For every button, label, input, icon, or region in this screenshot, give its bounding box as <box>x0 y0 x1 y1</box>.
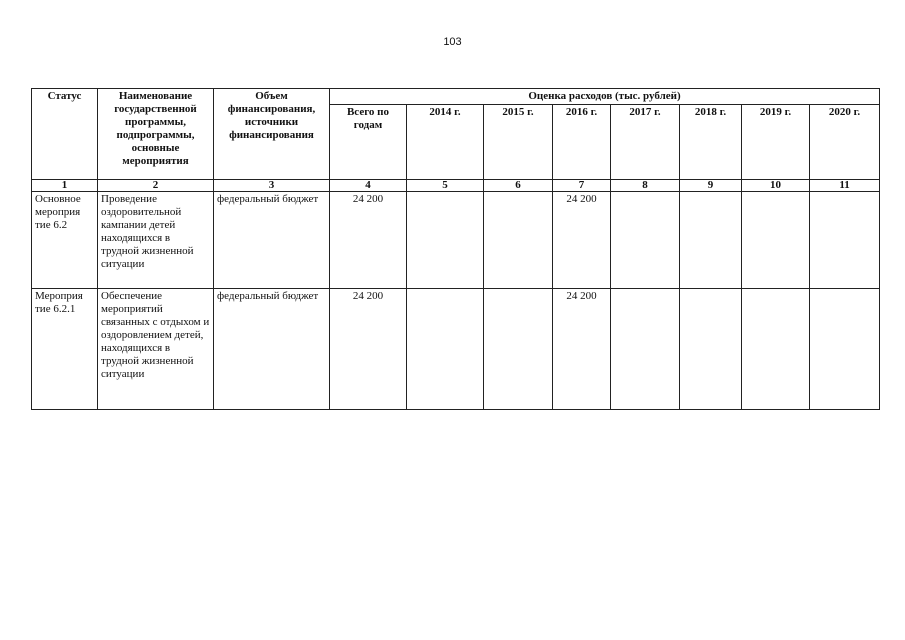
header-year-2016: 2016 г. <box>553 105 611 180</box>
row-value-2019 <box>742 289 810 410</box>
row-value-2017 <box>611 192 680 289</box>
column-number: 3 <box>214 180 330 192</box>
header-volume: Объем финансирования, источники финансирования <box>214 89 330 180</box>
column-number: 10 <box>742 180 810 192</box>
row-value-2017 <box>611 289 680 410</box>
row-value-2020 <box>810 192 880 289</box>
row-status: Основное мероприя тие 6.2 <box>32 192 98 289</box>
table-row <box>32 289 880 410</box>
header-year-2019: 2019 г. <box>742 105 810 180</box>
column-number: 11 <box>810 180 880 192</box>
column-number: 5 <box>407 180 484 192</box>
row-value-total: 24 200 <box>330 289 407 410</box>
header-year-2015: 2015 г. <box>484 105 553 180</box>
budget-table <box>31 88 880 410</box>
header-year-2020: 2020 г. <box>810 105 880 180</box>
row-value-total: 24 200 <box>330 192 407 289</box>
row-source: федеральный бюджет <box>214 289 330 410</box>
row-value-2020 <box>810 289 880 410</box>
column-number: 1 <box>32 180 98 192</box>
row-status: Мероприя тие 6.2.1 <box>32 289 98 410</box>
column-number: 6 <box>484 180 553 192</box>
row-value-2015 <box>484 192 553 289</box>
header-year-2018: 2018 г. <box>680 105 742 180</box>
column-numbers-row <box>32 180 880 192</box>
column-number: 7 <box>553 180 611 192</box>
column-number: 9 <box>680 180 742 192</box>
column-number: 8 <box>611 180 680 192</box>
header-year-2014: 2014 г. <box>407 105 484 180</box>
row-value-2016: 24 200 <box>553 192 611 289</box>
row-value-2014 <box>407 289 484 410</box>
row-value-2018 <box>680 192 742 289</box>
page-number: 103 <box>443 36 462 48</box>
row-value-2019 <box>742 192 810 289</box>
header-year-2017: 2017 г. <box>611 105 680 180</box>
row-value-2018 <box>680 289 742 410</box>
row-value-2015 <box>484 289 553 410</box>
row-value-2014 <box>407 192 484 289</box>
row-source: федеральный бюджет <box>214 192 330 289</box>
column-number: 2 <box>98 180 214 192</box>
row-name: Проведение оздоровительной кампании детей находящихся в трудной жизненной ситуации <box>98 192 214 289</box>
column-number: 4 <box>330 180 407 192</box>
header-estimate: Оценка расходов (тыс. рублей) <box>330 89 880 105</box>
header-year-total: Всего по годам <box>330 105 407 180</box>
row-name: Обеспечение мероприятий связанных с отдыхом и оздоровлением детей, находящихся в трудной жизненной ситуации <box>98 289 214 410</box>
header-status: Статус <box>32 89 98 180</box>
row-value-2016: 24 200 <box>553 289 611 410</box>
header-name: Наименование государственной программы, подпрограммы, основные мероприятия <box>98 89 214 180</box>
table-row <box>32 192 880 289</box>
